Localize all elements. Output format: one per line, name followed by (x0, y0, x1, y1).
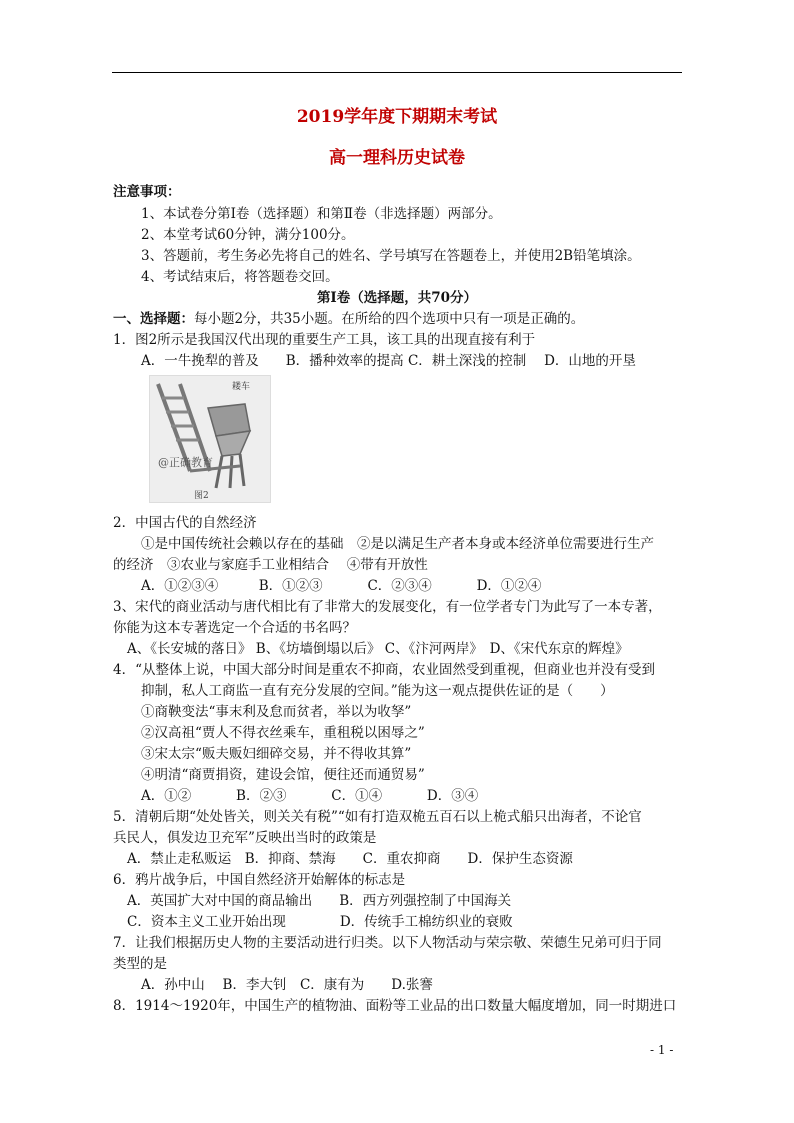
question-3-stem-cont: 你能为这本专著选定一个合适的书名吗？ (113, 620, 356, 636)
question-4-stem-cont: 抑制，私人工商监一直有充分发展的空间。”能为这一观点提供佐证的是（ ） (141, 683, 614, 699)
question-5-stem-cont: 兵民人，俱发边卫充军”反映出当时的政策是 (113, 830, 377, 846)
seed-drill-illustration (150, 376, 270, 502)
question-5-stem: 5．清朝后期“处处皆关，则关关有税”“如有打造双桅五百石以上桅式船只出海者，不论官 (113, 809, 642, 825)
question-4-statement: ①商鞅变法“事末利及怠而贫者，举以为收孥” (141, 704, 412, 720)
question-7-stem-cont: 类型的是 (113, 956, 167, 972)
question-7-options: A．孙中山 B．李大钊 C．康有为 D.张謇 (141, 977, 433, 993)
question-4-statement: ③宋太宗“贩夫贩妇细碎交易，并不得收其算” (141, 746, 412, 762)
figure-watermark: @正确教育 (158, 456, 213, 469)
note-item: 4、考试结束后，将答题卷交回。 (141, 269, 339, 285)
question-4-statement: ④明清“商贾捐资，建设会馆，便往还而通贸易” (141, 767, 425, 783)
question-2-statement: ①是中国传统社会赖以存在的基础 ②是以满足生产者本身或本经济单位需要进行生产 (141, 536, 654, 552)
question-2-stem: 2．中国古代的自然经济 (113, 515, 257, 531)
question-2-options: A．①②③④ B．①②③ C．②③④ D．①②④ (141, 578, 542, 594)
question-4-stem: 4．“从整体上说，中国大部分时间是重农不抑商，农业固然受到重视，但商业也并没有受到 (113, 662, 655, 678)
question-1-options: A．一牛挽犁的普及 B．播种效率的提高 C．耕土深浅的控制 D．山地的开垦 (141, 353, 636, 369)
question-3-options: A、《长安城的落日》 B、《坊墙倒塌以后》 C、《汴河两岸》 D、《宋代东京的辉煌》 (127, 641, 629, 657)
question-5-options: A．禁止走私贩运 B．抑商、禁海 C．重农抑商 D．保护生态资源 (127, 851, 573, 867)
question-4-options: A．①② B．②③ C．①④ D．③④ (141, 788, 479, 804)
question-3-stem: 3、宋代的商业活动与唐代相比有了非常大的发展变化，有一位学者专门为此写了一本专著， (113, 599, 662, 615)
question-1-stem: 1．图2所示是我国汉代出现的重要生产工具，该工具的出现直接有利于 (113, 332, 536, 348)
figure-label: 耧车 (232, 382, 251, 392)
figure-caption: 图2 (194, 491, 209, 501)
top-rule (112, 72, 682, 73)
question-6-stem: 6．鸦片战争后，中国自然经济开始解体的标志是 (113, 872, 406, 888)
question-6-options-cd: C．资本主义工业开始出现 D．传统手工棉纺织业的衰败 (127, 914, 513, 930)
section-instruction-text: 每小题2分，共35小题。在所给的四个选项中只有一项是正确的。 (194, 311, 585, 327)
notes-heading: 注意事项： (113, 184, 181, 200)
note-item: 1、本试卷分第Ⅰ卷（选择题）和第Ⅱ卷（非选择题）两部分。 (141, 206, 502, 222)
question-6-options-ab: A．英国扩大对中国的商品输出 B．西方列强控制了中国海关 (127, 893, 512, 909)
question-2-statement-cont: 的经济 ③农业与家庭手工业相结合 ④带有开放性 (113, 557, 428, 573)
question-7-stem: 7．让我们根据历史人物的主要活动进行归类。以下人物活动与荣宗敬、荣德生兄弟可归于同 (113, 935, 662, 951)
section-title: 第Ⅰ卷（选择题，共70分） (316, 290, 478, 306)
section-instruction (113, 310, 584, 328)
section-instruction-label: 一、选择题： (113, 311, 194, 327)
note-item: 2、本堂考试60分钟，满分100分。 (141, 227, 355, 243)
question-4-statement: ②汉高祖“贾人不得衣丝乘车，重租税以困辱之” (141, 725, 425, 741)
question-8-stem: 8．1914～1920年，中国生产的植物油、面粉等工业品的出口数量大幅度增加，同一时期进口 (113, 998, 677, 1014)
page-number: - 1 - (650, 1043, 674, 1057)
note-item: 3、答题前，考生务必先将自己的姓名、学号填写在答题卷上，并使用2B铅笔填涂。 (141, 248, 641, 264)
exam-title: 2019学年度下期期末考试 (296, 107, 498, 127)
exam-subtitle: 高一理科历史试卷 (329, 148, 465, 168)
figure-2-seed-drill (149, 375, 271, 503)
